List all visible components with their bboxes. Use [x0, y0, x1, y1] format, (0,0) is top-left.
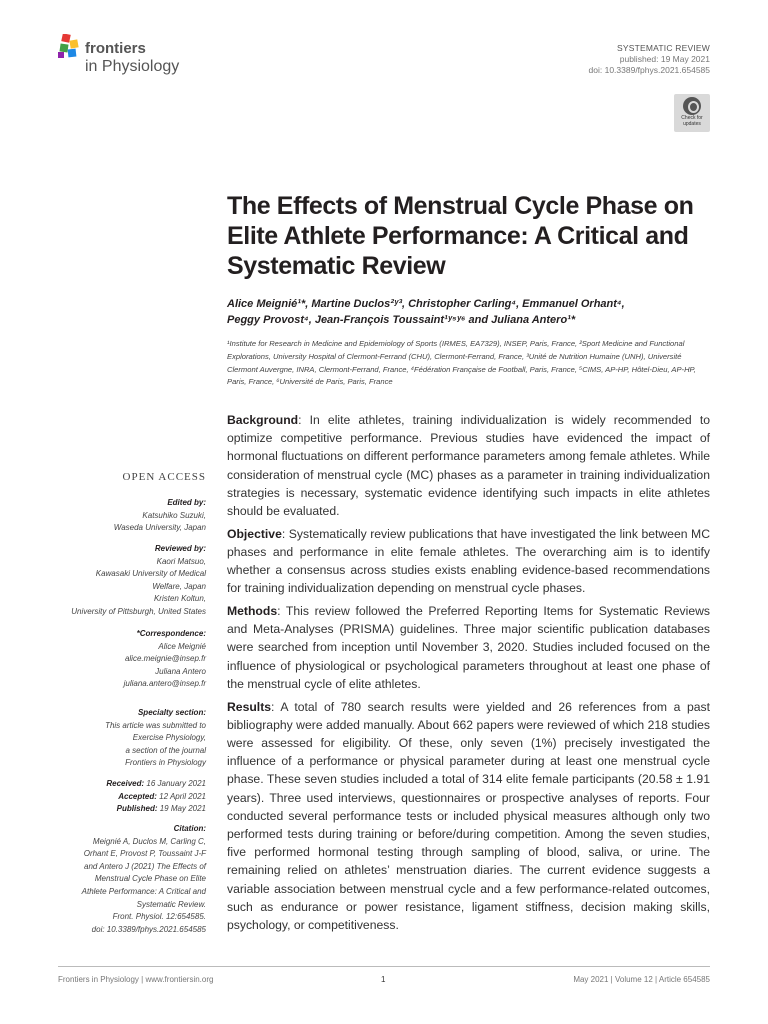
check-label-line2: updates [683, 120, 701, 127]
accepted-date [40, 791, 206, 804]
reviewer-line: Kaori Matsuo, [156, 556, 206, 566]
affiliations: ¹Institute for Research in Medicine and Epidemiology of Sports (IRMES, EA7329), INSEP, Paris, France, ²Sport Medicine and Functional Explorations, University Hospital of Clermont-Ferrand (CHU), Clermont-Ferrand, France, ³Unité de Nutrition Humaine (UNH), Université Clermont Auvergne, INRA, Clermont-Ferrand, France, ⁴Fédération Française de Football, Paris, France, ⁵CIMS, AP-HP, Hôtel-Dieu, AP-HP, Paris, France, ⁶Université de Paris, Paris, France [227, 339, 696, 387]
methods-label: Methods [227, 604, 278, 619]
correspondence-block [40, 628, 206, 691]
check-label-line1: Check for [681, 115, 703, 121]
citation-line: Menstrual Cycle Phase on Elite [94, 874, 206, 884]
reviewed-by-label: Reviewed by: [154, 544, 206, 553]
results-text: : A total of 780 search results were yielded and 26 references from a past bibliography were added manually. About 662 papers were reviewed of which 218 studies were assessed for eligibility. Of these, only seven (1%) precisely investigated the influence of a performance or physical parameter during at least one menstrual cycle phase. These seven studies included a total of 314 elite female participants (20.58 ± 1.91 years). Three used interviews, questionnaires or prospective analyses of reports. Four conducted several performance tests or included physical measures although only two performed tests during training or before/during competition. Among the seven studies, five performed hormonal testing through sampling of blood, saliva, or urine. The remaining relied on athletes’ menstruation diaries. The current evidence suggests a variable association between menstrual cycle and a few performance-related outcomes, such as endurance or power resistance, ligament stiffness, decision making skills, psychology, or competitiveness. [227, 699, 710, 932]
abstract-results [227, 698, 710, 935]
correspondence-name: Juliana Antero [155, 666, 206, 676]
reviewer-line: Welfare, Japan [152, 581, 206, 591]
correspondence-email[interactable]: alice.meignie@insep.fr [124, 654, 206, 664]
abstract [227, 411, 710, 939]
abstract-background [227, 411, 710, 520]
journal-logo [58, 34, 208, 82]
abstract-methods [227, 602, 710, 693]
footer-article-info: May 2021 | Volume 12 | Article 654585 [573, 975, 710, 984]
article-doi[interactable]: doi: 10.3389/fphys.2021.654585 [588, 65, 710, 75]
citation-line: Systematic Review. [136, 899, 206, 909]
correspondence-name: Alice Meignié [158, 641, 206, 651]
specialty-line: Exercise Physiology, [132, 733, 206, 743]
accepted-label: Accepted: [118, 791, 157, 801]
specialty-line: Frontiers in Physiology [125, 758, 206, 768]
paper-title: The Effects of Menstrual Cycle Phase on Elite Athlete Performance: A Critical and Systematic Review [227, 192, 694, 280]
logo-text-frontiers: frontiers [85, 40, 146, 57]
citation-line: Meignié A, Duclos M, Carling C, [92, 836, 206, 846]
specialty-label: Specialty section: [137, 708, 206, 717]
edited-by-label: Edited by: [167, 498, 206, 507]
edited-by-block [40, 497, 206, 535]
abstract-objective [227, 525, 710, 598]
background-label: Background [227, 413, 299, 427]
check-for-updates-badge[interactable] [674, 94, 710, 132]
published-label: Published: [116, 804, 158, 814]
objective-label: Objective [227, 526, 282, 541]
author-list [227, 296, 707, 328]
frontiers-logo-icon [58, 34, 84, 60]
citation-block [40, 823, 206, 936]
article-type: SYSTEMATIC REVIEW [617, 43, 710, 53]
specialty-section-block [40, 707, 206, 770]
citation-line: Orhant E, Provost P, Toussaint J-F [83, 849, 206, 859]
published-date-side [40, 803, 206, 816]
results-label: Results [227, 699, 272, 714]
citation-line: Athlete Performance: A Critical and [81, 886, 206, 896]
objective-text: : Systematically review publications that have investigated the link between MC phases and performance in elite female athletes. The overarching aim is to identify whether a consensus across studies exists enabling evidence-based recommendations for training individualization depending on menstrual cycle phases. [227, 526, 710, 596]
methods-text: : This review followed the Preferred Reporting Items for Systematic Reviews and Meta-Analyses (PRISMA) guidelines. Three major scientific publication databases were searched from inception until November 3, 2020. Studies included focused on the influence of physiological or psychological parameters throughout at least one phase of the menstrual cycle of elite athletes. [227, 604, 710, 691]
citation-line: and Antero J (2021) The Effects of [84, 861, 206, 871]
correspondence-label: *Correspondence: [136, 629, 206, 638]
page-number: 1 [381, 975, 386, 984]
dates-block [40, 778, 206, 816]
accepted-value: 12 April 2021 [159, 791, 206, 801]
authors-line-2: Peggy Provost⁴, Jean-François Toussaint¹ʸ⁵ʸ⁶ and Juliana Antero¹* [227, 314, 576, 326]
received-value: 16 January 2021 [146, 779, 206, 788]
correspondence-email[interactable]: juliana.antero@insep.fr [123, 679, 206, 689]
article-meta [589, 43, 710, 76]
published-date: published: 19 May 2021 [619, 54, 710, 64]
authors-line-1: Alice Meignié¹*, Martine Duclos²ʸ³, Christopher Carling⁴, Emmanuel Orhant⁴, [227, 298, 625, 310]
footer-journal-link[interactable]: Frontiers in Physiology | www.frontiersin.org [58, 975, 214, 984]
background-text: : In elite athletes, training individualization is widely recommended to optimize competitive performance. Previous studies have evidenced the impact of hormonal fluctuations on different performance parameters among female athletes. While consideration of menstrual cycle (MC) phases as a parameter in training individualization strategies is necessary, systematic evidence identifying such impacts in elite athletes should be evaluated. [227, 413, 710, 519]
received-date [40, 778, 206, 791]
reviewer-line: Kawasaki University of Medical [95, 569, 206, 579]
reviewed-by-block [40, 543, 206, 619]
citation-label: Citation: [173, 824, 206, 833]
footer-divider [58, 966, 710, 967]
citation-line: Front. Physiol. 12:654585. [112, 912, 206, 922]
editor-line: Katsuhiko Suzuki, [142, 510, 206, 520]
specialty-line: This article was submitted to [105, 720, 206, 730]
check-updates-icon [683, 97, 701, 115]
received-label: Received: [106, 779, 145, 788]
specialty-line: a section of the journal [125, 745, 206, 755]
reviewer-line: University of Pittsburgh, United States [71, 606, 206, 616]
editor-line: Waseda University, Japan [113, 523, 206, 533]
logo-text-journal: in Physiology [85, 58, 180, 75]
published-value: 19 May 2021 [159, 804, 206, 814]
reviewer-line: Kristen Koltun, [153, 594, 206, 604]
open-access-label: OPEN ACCESS [122, 471, 206, 483]
citation-line[interactable]: doi: 10.3389/fphys.2021.654585 [91, 924, 206, 934]
